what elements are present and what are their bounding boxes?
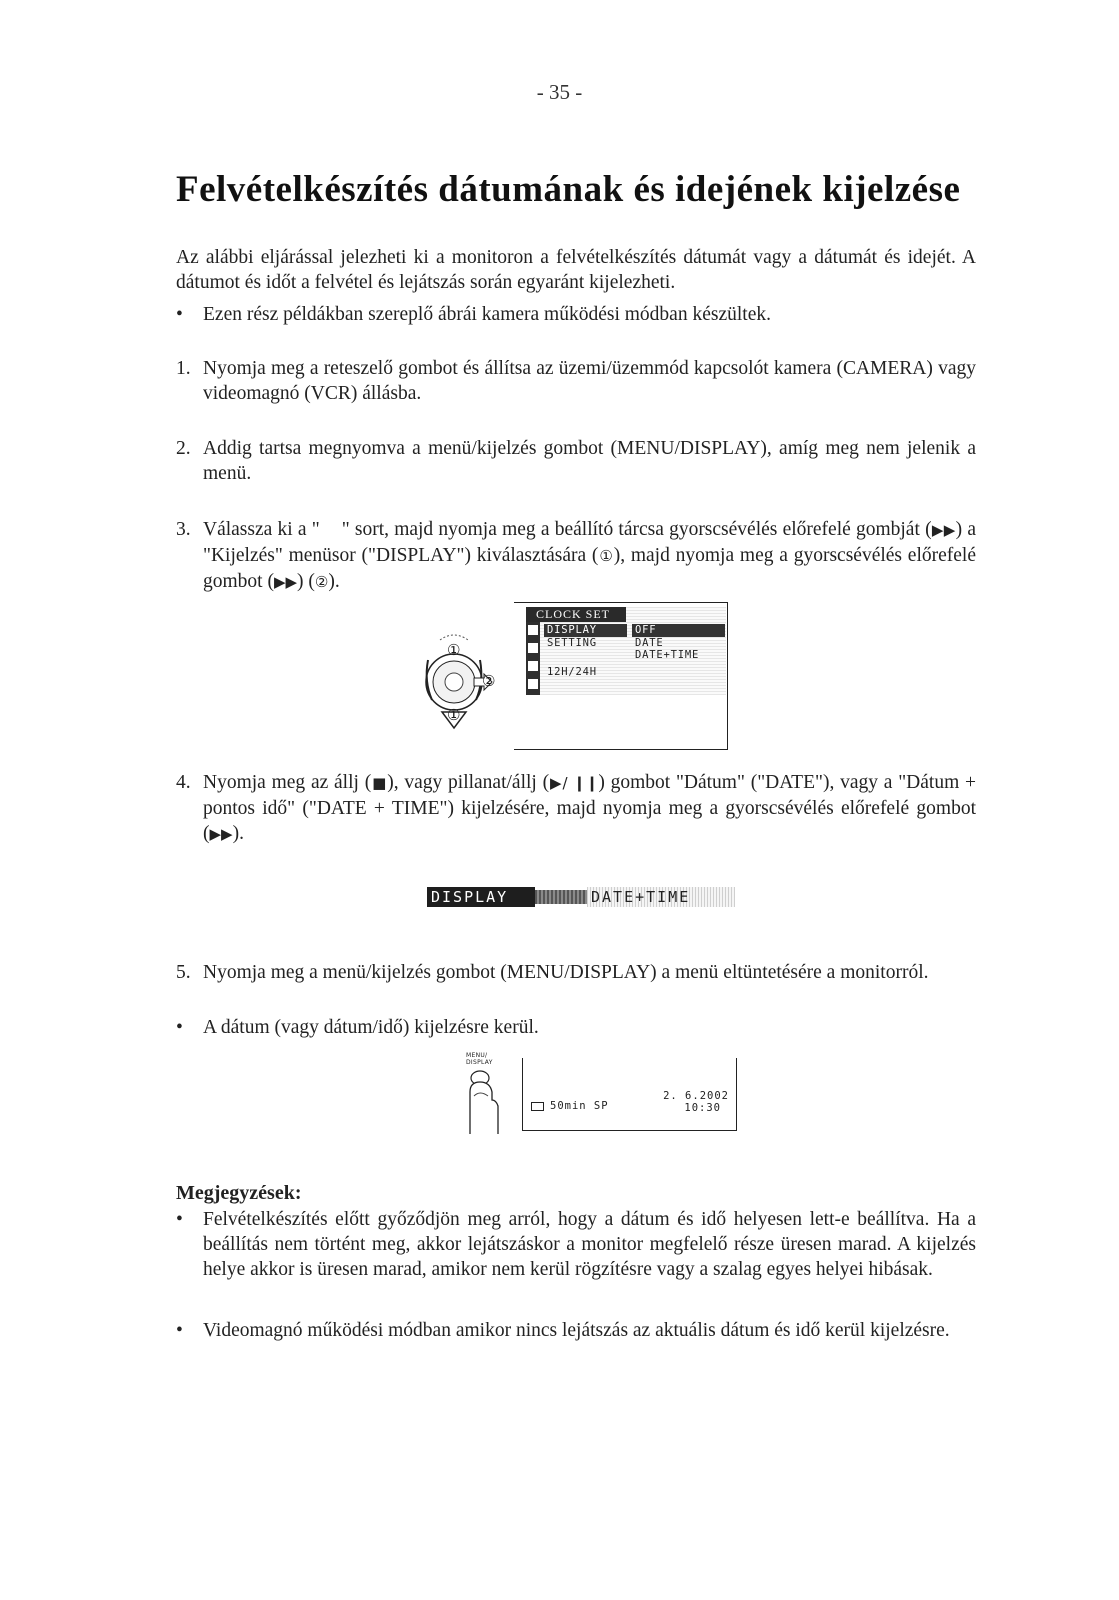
step-text: Nyomja meg a reteszelő gombot és állítsa az üzemi/üzemmód kapcsolót kamera (CAMERA) vagy videomagnó (VCR) állásba.: [203, 358, 976, 404]
menu-option-off[interactable]: OFF: [632, 624, 725, 637]
strip-separator: [535, 890, 587, 904]
dial-label-2: ②: [482, 672, 496, 690]
cassette-icon: [531, 1102, 544, 1111]
step-text: Addig tartsa megnyomva a menü/kijelzés gombot (MENU/DISPLAY), amíg meg nem jelenik a menü.: [203, 438, 976, 484]
intro-paragraph: Az alábbi eljárással jelezheti ki a monitoron a felvételkészítés dátumát vagy a dátumát és idejét. A dátumot és időt a felvétel és lejátszás során egyaránt kijelezheti.: [176, 247, 976, 293]
menu-icon-column: [526, 622, 540, 695]
step-number: 2.: [176, 438, 191, 459]
menu-row-display[interactable]: DISPLAY: [544, 624, 627, 637]
display-icon: [528, 661, 538, 671]
page-number: - 35 -: [536, 80, 583, 104]
step-5-bullet: [176, 1015, 976, 1040]
bullet-dot: •: [176, 1017, 183, 1038]
bullet-dot: •: [176, 304, 183, 325]
page-title: Felvételkészítés dátumának és idejének kijelzése: [176, 169, 961, 210]
dial-icon: [418, 630, 514, 742]
button-label-menu: MENU/: [466, 1052, 488, 1059]
menu-option-date[interactable]: DATE: [635, 637, 664, 649]
circled-2-icon: ②: [314, 573, 329, 591]
step-number: 1.: [176, 358, 191, 379]
step-number: 4.: [176, 772, 191, 793]
circled-1-icon: ①: [598, 547, 614, 565]
button-label-display: DISPLAY: [466, 1059, 493, 1066]
menu-header: CLOCK SET: [526, 607, 626, 622]
note-text: Felvételkészítés előtt győződjön meg arról, hogy a dátum és idő helyesen lett-e beállítva. Ha a beállítás nem történt meg, akkor lejátszáskor a monitor megfelelő része üresen marad. A kijelzés helye akkor is üresen marad, amikor nem kerül rögzítésre vagy a szalag egyes helyei hibásak.: [203, 1209, 976, 1280]
tape-indicator: [531, 1100, 609, 1112]
tape-remaining: 50min SP: [550, 1100, 609, 1112]
menu-row-setting[interactable]: SETTING: [547, 637, 597, 649]
step-text: Válassza ki a " " sort, majd nyomja meg a beállító tárcsa gyorscsévélés előrefelé gombját (▶▶) a "Kijelzés" menüsor ("DISPLAY") kiválasztására (①), majd nyomja meg a gyorscsévélés előrefelé gombot (▶▶) (②).: [203, 519, 976, 592]
step-text: Nyomja meg az állj (■), vagy pillanat/állj (▶/ ❙❙) gombot "Dátum" ("DATE"), vagy a "Dátum + pontos idő" ("DATE + TIME") kijelzésére, majd nyomja meg a gyorscsévélés előrefelé gombot (▶▶).: [203, 772, 977, 844]
clock-icon: [528, 679, 538, 689]
bullet-dot: •: [176, 1209, 183, 1230]
step-5-bullet-text: A dátum (vagy dátum/idő) kijelzésre kerül.: [203, 1017, 539, 1038]
step-3: [176, 517, 976, 595]
fast-forward-icon: ▶▶: [273, 573, 298, 591]
step-text: Nyomja meg a menü/kijelzés gombot (MENU/DISPLAY) a menü eltüntetésére a monitorról.: [203, 962, 929, 983]
menu-screen: [514, 602, 728, 750]
menu-row-12h24h[interactable]: 12H/24H: [547, 666, 597, 678]
monitor-screen: [522, 1058, 737, 1131]
display-setting-strip: [427, 887, 735, 907]
note-1: [176, 1207, 976, 1282]
step-2: [176, 436, 976, 486]
intro-bullet-text: Ezen rész példákban szereplő ábrái kamera működési módban készültek.: [203, 304, 771, 325]
menu-panel: [526, 607, 726, 695]
finger-icon: [462, 1066, 512, 1134]
dial-label-1: ①: [447, 641, 461, 659]
note-2: [176, 1318, 976, 1343]
step-5: [176, 960, 976, 985]
step-number: 3.: [176, 519, 191, 540]
step-4: [176, 770, 976, 847]
fast-forward-icon: ▶▶: [931, 521, 956, 539]
bullet-dot: •: [176, 1320, 183, 1341]
tape-icon: [528, 643, 538, 653]
note-text: Videomagnó működési módban amikor nincs lejátszás az aktuális dátum és idő kerül kijelzésre.: [203, 1320, 950, 1341]
notes-heading: Megjegyzések:: [176, 1182, 302, 1204]
stop-icon: ■: [371, 774, 388, 792]
display-value: DATE+TIME: [587, 887, 735, 907]
camera-icon: [528, 625, 538, 635]
step-1: [176, 356, 976, 406]
date-display: 2. 6.2002: [663, 1090, 729, 1102]
time-display: 10:30: [684, 1102, 721, 1114]
step-number: 5.: [176, 962, 191, 983]
fast-forward-icon: ▶▶: [209, 825, 233, 843]
control-dial-illustration: [418, 630, 514, 742]
dial-label-1-bottom: ①: [447, 706, 461, 724]
display-label: DISPLAY: [427, 887, 535, 907]
play-pause-icon: ▶/ ❙❙: [549, 774, 599, 792]
intro-bullet: [176, 302, 976, 327]
menu-display-button-illustration: [462, 1052, 512, 1134]
menu-option-date-time[interactable]: DATE+TIME: [635, 649, 700, 661]
